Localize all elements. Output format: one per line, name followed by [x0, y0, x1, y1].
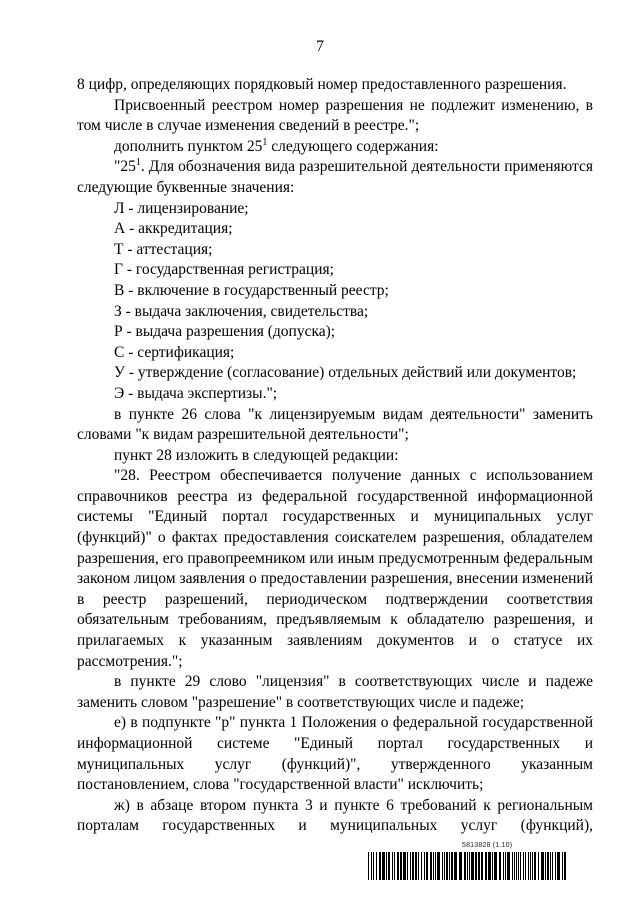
letter-item: С - сертификация; — [114, 343, 235, 361]
letter-item: Г - государственная регистрация; — [114, 261, 334, 279]
letter-item: З - выдача заключения, свидетельства; — [114, 302, 369, 320]
paragraph-add-25-1 — [77, 137, 593, 158]
letter-item: В - включение в государственный реестр; — [114, 281, 389, 299]
letter-item: Л - лицензирование; — [114, 199, 249, 217]
letter-item: У - утверждение (согласование) отдельных действий или документов; — [114, 364, 577, 382]
text-fragment: дополнить пунктом 25 — [114, 137, 263, 155]
paragraph-registry-number: Присвоенный реестром номер разрешения не подлежит изменению, в том числе в случае изменения сведений в реестре."; — [77, 96, 593, 135]
superscript: 1 — [262, 136, 268, 148]
paragraph-subitem-zh: ж) в абзаце втором пункта 3 и пункте 6 требований к региональным порталам государственных и муниципальных услуг (функций), — [77, 796, 593, 835]
page-number: 7 — [316, 38, 324, 55]
paragraph-digits: 8 цифр, определяющих порядковый номер предоставленного разрешения. — [77, 76, 567, 93]
barcode-caption: 5813828 (1.10) — [462, 842, 513, 849]
letter-item: Э - выдача экспертизы."; — [114, 384, 278, 402]
paragraph-point-28: "28. Реестром обеспечивается получение данных с использованием справочников реестра из федеральной государственной информационной системы "Единый портал государственных и муниципальных услуг (функций)" о фактах предоставления соискателем разрешения, обладателем разрешения, его правопреемником или иным предусмотренным федеральным законом лицом заявления о предоставлении разрешения, внесении изменений в реестр разрешений, периодическом подтверждении соответствия обязательным требованиям, предъявляемым к обладателю разрешения, и прилагаемых к указанным заявлениям документов и о статусе их рассмотрения."; — [77, 467, 593, 670]
paragraph-subitem-e: е) в подпункте "р" пункта 1 Положения о федеральной государственной информационной системе "Единый портал государственных и муниципальных услуг (функций)", утвержденного указанным постановлением, слова "государственной власти" исключить; — [77, 714, 593, 794]
text-fragment: . Для обозначения вида разрешительной деятельности применяются следующие буквенные значения: — [77, 158, 593, 196]
letter-item: А - аккредитация; — [114, 220, 233, 238]
paragraph-point-28-intro: пункт 28 изложить в следующей редакции: — [114, 446, 399, 464]
text-fragment: следующего содержания: — [267, 137, 439, 155]
paragraph-point-26: в пункте 26 слова "к лицензируемым видам деятельности" заменить словами "к видам разрешительной деятельности"; — [77, 405, 593, 444]
text-fragment: "25 — [114, 158, 136, 176]
paragraph-25-1 — [77, 157, 593, 198]
letter-item: Р - выдача разрешения (допуска); — [114, 323, 336, 341]
letter-item: Т - аттестация; — [114, 240, 213, 258]
superscript: 1 — [135, 157, 141, 169]
document-body — [77, 75, 593, 837]
barcode — [368, 852, 566, 880]
paragraph-point-29: в пункте 29 слово "лицензия" в соответствующих числе и падеже заменить словом "разрешение" в соответствующих числе и падеже; — [77, 673, 593, 711]
